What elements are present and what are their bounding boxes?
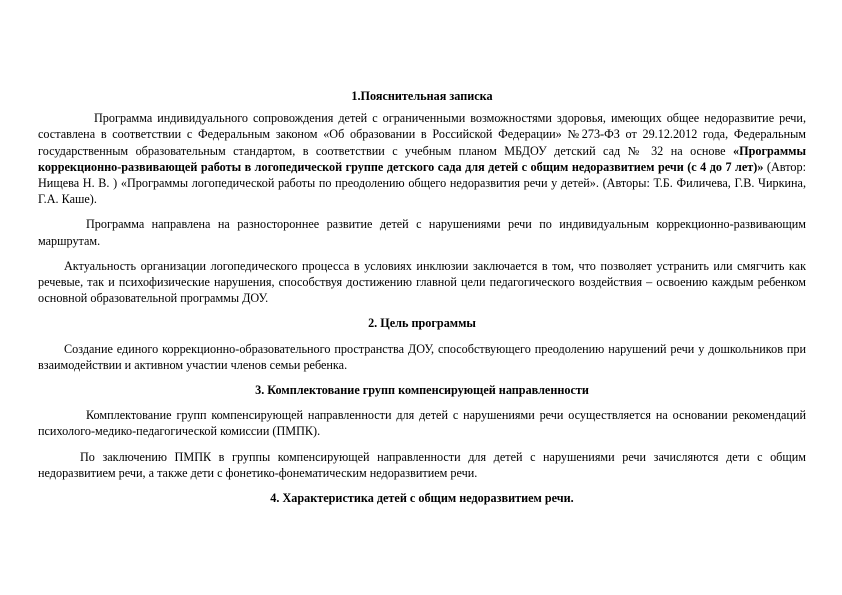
section-3-paragraph-2: По заключению ПМПК в группы компенсирующей направленности для детей с нарушениями речи зачисляются дети с общим недоразвитием речи, а также дети с фонетико-фонематическим недоразвитием речи.	[38, 449, 806, 480]
section-3-heading: 3. Комплектование групп компенсирующей направленности	[255, 383, 589, 398]
document-page	[38, 88, 806, 506]
section-1-heading: 1.Пояснительная записка	[351, 89, 493, 103]
section-3-paragraph-1: Комплектование групп компенсирующей направленности для детей с нарушениями речи осуществляется на основании рекомендаций психолого-медико-педагогической комиссии (ПМПК).	[38, 408, 806, 439]
section-1-paragraph-3: Актуальность организации логопедического процесса в условиях инклюзии заключается в том, что позволяет устранить или смягчить как речевые, так и психофизические нарушения, способствуя достижению главной цели педагогического воздействия – освоению каждым ребенком основной образовательной программы ДОУ.	[38, 258, 806, 306]
section-1-paragraph-2: Программа направлена на разностороннее развитие детей с нарушениями речи по индивидуальным коррекционно-развивающим маршрутам.	[38, 217, 806, 248]
section-4-heading: 4. Характеристика детей с общим недоразвитием речи.	[270, 491, 574, 506]
section-1-paragraph-1	[38, 110, 806, 207]
section-2-paragraph-1: Создание единого коррекционно-образовательного пространства ДОУ, способствующего преодолению нарушений речи у дошкольников при взаимодействии и активном участии членов семьи ребенка.	[38, 341, 806, 372]
section-2-heading: 2. Цель программы	[368, 316, 476, 331]
section-1-paragraph-1-bold-title: «Программы коррекционно-развивающей работы в логопедической группе детского сада для детей с общим недоразвитием речи (с 4 до 7 лет)»	[38, 143, 806, 174]
section-1-paragraph-1-part-b: (Автор: Нищева Н. В. ) «Программы логопедической работы по преодолению общего недоразвития речи у детей». (Авторы: Т.Б. Филичева, Г.В. Чиркина, Г.А. Каше).	[38, 159, 806, 207]
section-1-paragraph-1-part-a: Программа индивидуального сопровождения детей с ограниченными возможностями здоровья, имеющих общее недоразвитие речи, составлена в соответствии с Федеральным законом «Об образовании в Российской Федерации» №273-ФЗ от 29.12.2012 года, Федеральным государственным образовательным стандартом, в соответствии с учебным планом МБДОУ детский сад № 32 на основе	[38, 111, 806, 158]
